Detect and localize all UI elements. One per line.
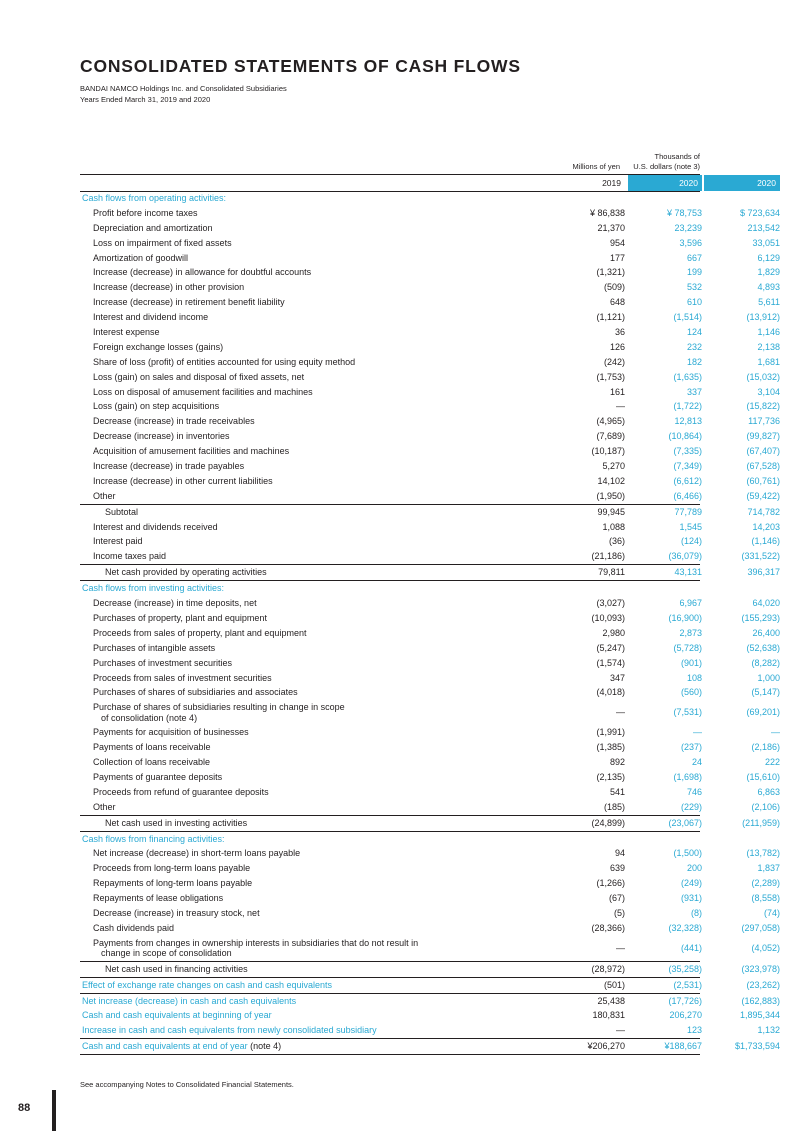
row-label: Net increase (decrease) in cash and cash equivalents <box>82 995 297 1006</box>
row-label: Proceeds from sales of property, plant and equipment <box>93 627 307 638</box>
table-row <box>80 671 780 686</box>
table-row <box>80 725 780 740</box>
company-subtitle: BANDAI NAMCO Holdings Inc. and Consolidated Subsidiaries <box>80 84 287 93</box>
value-2019-yen: (1,385) <box>596 742 625 753</box>
row-label: Cash dividends paid <box>93 922 175 933</box>
page-number: 88 <box>18 1102 31 1114</box>
row-label: Proceeds from long-term loans payable <box>93 863 251 874</box>
table-section-row <box>80 978 780 994</box>
row-label: Other <box>93 801 116 812</box>
value-2019-yen: 161 <box>609 386 625 397</box>
table-row <box>80 549 780 565</box>
value-2019-yen: (2,135) <box>596 771 625 782</box>
value-2020-usd: (52,638) <box>746 642 780 653</box>
value-2019-yen: 347 <box>609 672 625 683</box>
table-row <box>80 414 780 429</box>
value-2020-usd: (331,522) <box>741 551 780 562</box>
value-2019-yen: (242) <box>603 356 625 367</box>
table-row <box>80 785 780 800</box>
value-2019-yen: (1,991) <box>596 727 625 738</box>
table-section-row <box>80 832 700 847</box>
table-row <box>80 444 780 459</box>
value-2019-yen: (1,753) <box>596 371 625 382</box>
value-2020-yen: 337 <box>686 386 702 397</box>
table-row <box>80 876 780 891</box>
value-2020-usd: (15,610) <box>746 771 780 782</box>
value-2020-yen: (16,900) <box>668 612 702 623</box>
value-2020-usd: (15,032) <box>746 371 780 382</box>
value-2020-usd: 1,829 <box>757 267 780 278</box>
table-row <box>80 265 780 280</box>
value-2020-yen: (560) <box>680 687 702 698</box>
row-label: Cash and cash equivalents at end of year (note 4) <box>82 1041 282 1052</box>
table-row <box>80 861 780 876</box>
table-row <box>80 626 780 641</box>
row-label: Income taxes paid <box>93 551 167 562</box>
row-label: Purchases of shares of subsidiaries and associates <box>93 687 298 698</box>
table-row <box>80 921 780 936</box>
value-2020-usd: (8,282) <box>751 657 780 668</box>
value-2020-yen: (17,726) <box>668 995 702 1006</box>
row-label: Net cash provided by operating activities <box>105 567 267 578</box>
value-2020-yen: 108 <box>686 672 702 683</box>
row-label: Proceeds from sales of investment securities <box>93 672 272 683</box>
table-row <box>80 641 780 656</box>
value-2020-usd: (69,201) <box>746 707 780 718</box>
table-row <box>80 340 780 355</box>
value-2020-usd: 714,782 <box>747 506 780 517</box>
value-2020-usd: 1,146 <box>757 327 780 338</box>
value-2020-usd: (67,407) <box>746 446 780 457</box>
value-2020-yen: (124) <box>680 536 702 547</box>
row-label: Other <box>93 490 116 501</box>
value-2020-yen: (7,349) <box>673 461 702 472</box>
value-2019-yen: 5,270 <box>602 461 625 472</box>
value-2019-yen: — <box>616 1025 625 1036</box>
table-row <box>80 520 780 535</box>
value-2020-usd: (323,978) <box>741 963 780 974</box>
value-2020-usd: 1,895,344 <box>739 1010 780 1021</box>
table-row <box>80 770 780 785</box>
value-2019-yen: (185) <box>603 801 625 812</box>
row-label: Cash flows from investing activities: <box>82 583 225 594</box>
value-2020-yen: (229) <box>680 801 702 812</box>
cash-flow-table <box>80 191 780 1055</box>
value-2020-usd: 6,863 <box>757 786 780 797</box>
value-2020-yen: 2,873 <box>679 627 702 638</box>
unit-usd-line2: U.S. dollars (note 3) <box>633 162 700 171</box>
table-row <box>80 236 780 251</box>
row-label: Loss on disposal of amusement facilities and machines <box>93 386 313 397</box>
value-2020-usd: 213,542 <box>747 222 780 233</box>
value-2019-yen: (7,689) <box>596 431 625 442</box>
value-2019-yen: (24,899) <box>591 817 625 828</box>
value-2020-yen: 1,545 <box>679 521 702 532</box>
value-2019-yen: 541 <box>609 786 625 797</box>
value-2020-yen: 746 <box>686 786 702 797</box>
row-label: Payments of loans receivable <box>93 742 211 753</box>
value-2020-usd: (4,052) <box>751 942 780 953</box>
value-2020-yen: (6,466) <box>673 490 702 501</box>
value-2019-yen: 648 <box>609 297 625 308</box>
value-2020-yen: (35,258) <box>668 963 702 974</box>
value-2020-usd: (162,883) <box>741 995 780 1006</box>
value-2020-yen: ¥ 78,753 <box>666 207 702 218</box>
table-row <box>80 816 780 832</box>
value-2020-usd: (59,422) <box>746 490 780 501</box>
value-2019-yen: — <box>616 401 625 412</box>
value-2020-yen: (1,635) <box>673 371 702 382</box>
row-label: Increase (decrease) in other provision <box>93 282 245 293</box>
value-2020-usd: 1,837 <box>757 863 780 874</box>
value-2019-yen: (10,187) <box>591 446 625 457</box>
table-row <box>80 611 780 626</box>
value-2019-yen: 14,102 <box>597 475 625 486</box>
value-2020-yen: (5,728) <box>673 642 702 653</box>
value-2020-yen: (23,067) <box>668 817 702 828</box>
value-2020-usd: 2,138 <box>757 341 780 352</box>
value-2019-yen: 126 <box>609 341 625 352</box>
value-2020-usd: (99,827) <box>746 431 780 442</box>
year-2020-yen-header: 2020 <box>628 175 702 191</box>
row-label: Repayments of long-term loans payable <box>93 878 253 889</box>
value-2020-yen: (2,531) <box>673 979 702 990</box>
value-2019-yen: (1,321) <box>596 267 625 278</box>
value-2020-usd: (2,186) <box>751 742 780 753</box>
value-2020-yen: 24 <box>691 757 702 768</box>
value-2020-yen: 200 <box>686 863 702 874</box>
value-2019-yen: 25,438 <box>597 995 625 1006</box>
table-row <box>80 325 780 340</box>
table-section-row <box>80 1008 780 1023</box>
unit-yen-header: Millions of yen <box>572 162 620 171</box>
value-2020-usd: 117,736 <box>748 416 780 427</box>
value-2020-usd: 3,104 <box>757 386 780 397</box>
table-row <box>80 596 780 611</box>
row-label: Interest paid <box>93 536 143 547</box>
row-label: Increase (decrease) in allowance for doubtful accounts <box>93 267 312 278</box>
table-section-row <box>80 994 780 1009</box>
unit-usd-header <box>620 152 700 172</box>
value-2020-usd: 6,129 <box>757 252 780 263</box>
value-2020-yen: (7,531) <box>673 707 702 718</box>
table-row <box>80 370 780 385</box>
value-2019-yen: 21,370 <box>597 222 625 233</box>
value-2020-usd: (297,058) <box>741 922 780 933</box>
row-label: Interest expense <box>93 327 160 338</box>
value-2020-yen: (901) <box>680 657 702 668</box>
value-2020-usd: (67,528) <box>746 461 780 472</box>
row-label: Increase (decrease) in other current liabilities <box>93 475 273 486</box>
row-label: Foreign exchange losses (gains) <box>93 341 224 352</box>
table-row <box>80 399 780 414</box>
value-2020-yen: (249) <box>680 878 702 889</box>
row-label: Subtotal <box>105 506 139 517</box>
value-2019-yen: — <box>616 942 625 953</box>
value-2020-yen: (1,500) <box>673 848 702 859</box>
value-2020-usd: (1,146) <box>751 536 780 547</box>
row-label: Net cash used in investing activities <box>105 817 248 828</box>
value-2020-yen: (237) <box>680 742 702 753</box>
table-row <box>80 295 780 310</box>
row-label: Net increase (decrease) in short-term loans payable <box>93 848 301 859</box>
value-2019-yen: 954 <box>609 237 625 248</box>
value-2019-yen: (36) <box>608 536 625 547</box>
year-2019-header: 2019 <box>602 178 621 188</box>
value-2020-usd: 4,893 <box>757 282 780 293</box>
table-row <box>80 474 780 489</box>
table-row <box>80 740 780 755</box>
value-2020-usd: 1,132 <box>757 1025 780 1036</box>
table-row <box>80 385 780 400</box>
value-2020-usd: (2,289) <box>751 878 780 889</box>
value-2020-yen: (7,335) <box>673 446 702 457</box>
value-2020-yen: 182 <box>686 356 702 367</box>
row-label: Purchase of shares of subsidiaries resulting in change in scope of consolidation (note 4) <box>93 702 345 723</box>
row-label: Interest and dividends received <box>93 521 218 532</box>
table-row <box>80 755 780 770</box>
value-2020-yen: 12,813 <box>674 416 702 427</box>
value-2019-yen: (501) <box>603 979 625 990</box>
value-2019-yen: ¥206,270 <box>587 1041 625 1052</box>
value-2019-yen: (1,574) <box>596 657 625 668</box>
value-2020-yen: 199 <box>686 267 702 278</box>
value-2020-yen: 124 <box>686 327 702 338</box>
row-label: Net cash used in financing activities <box>105 963 248 974</box>
row-label: Cash flows from operating activities: <box>82 193 227 203</box>
value-2020-usd: (5,147) <box>751 687 780 698</box>
value-2019-yen: (509) <box>603 282 625 293</box>
row-label: Loss (gain) on step acquisitions <box>93 401 220 412</box>
row-label: Payments of guarantee deposits <box>93 771 223 782</box>
row-label: Purchases of investment securities <box>93 657 233 668</box>
value-2019-yen: 1,088 <box>602 521 625 532</box>
row-label: Payments from changes in ownership interests in subsidiaries that do not result in change in scope of consolidation <box>93 937 419 959</box>
value-2020-usd: 1,681 <box>757 356 780 367</box>
row-label: Depreciation and amortization <box>93 222 213 233</box>
table-row <box>80 429 780 444</box>
value-2019-yen: — <box>616 707 625 718</box>
value-2020-usd: (23,262) <box>746 979 780 990</box>
value-2020-usd: (13,912) <box>746 312 780 323</box>
value-2020-usd: (8,558) <box>751 893 780 904</box>
row-label: Decrease (increase) in trade receivables <box>93 416 255 427</box>
value-2020-usd: (15,822) <box>746 401 780 412</box>
row-label: Increase (decrease) in trade payables <box>93 461 245 472</box>
row-label: Decrease (increase) in treasury stock, net <box>93 907 260 918</box>
row-label: Increase (decrease) in retirement benefit liability <box>93 297 285 308</box>
table-row <box>80 800 780 816</box>
row-label: Proceeds from refund of guarantee deposits <box>93 786 269 797</box>
table-row <box>80 891 780 906</box>
value-2019-yen: (5,247) <box>596 642 625 653</box>
value-2020-yen: (10,864) <box>668 431 702 442</box>
row-label: Cash and cash equivalents at beginning of year <box>82 1010 272 1021</box>
value-2020-yen: ¥188,667 <box>664 1041 702 1052</box>
table-row <box>80 906 780 921</box>
value-2020-usd: (211,959) <box>742 817 780 828</box>
table-section-row <box>80 1023 780 1039</box>
value-2020-yen: 6,967 <box>679 598 702 609</box>
table-row <box>80 206 780 221</box>
value-2019-yen: 94 <box>614 848 625 859</box>
value-2020-yen: (931) <box>680 893 702 904</box>
value-2020-usd: 396,317 <box>747 567 780 578</box>
value-2019-yen: 180,831 <box>592 1010 625 1021</box>
value-2020-usd: (2,106) <box>751 801 780 812</box>
table-row <box>80 962 780 978</box>
page-title: CONSOLIDATED STATEMENTS OF CASH FLOWS <box>80 56 521 76</box>
row-label: Share of loss (profit) of entities accounted for using equity method <box>93 356 356 367</box>
value-2020-yen: (36,079) <box>668 551 702 562</box>
value-2020-usd: $1,733,594 <box>734 1041 780 1052</box>
row-label: Interest and dividend income <box>93 312 209 323</box>
value-2019-yen: (3,027) <box>596 598 625 609</box>
row-label: Decrease (increase) in time deposits, net <box>93 598 257 609</box>
value-2019-yen: (1,950) <box>596 490 625 501</box>
unit-usd-line1: Thousands of <box>654 152 700 161</box>
table-row <box>80 489 780 505</box>
table-row <box>80 936 780 962</box>
value-2019-yen: (4,018) <box>596 687 625 698</box>
table-row <box>80 565 780 581</box>
value-2019-yen: 99,945 <box>597 506 625 517</box>
value-2019-yen: 36 <box>614 327 625 338</box>
year-header-row <box>80 174 776 192</box>
value-2020-yen: (1,514) <box>673 312 702 323</box>
value-2020-usd: 222 <box>764 757 780 768</box>
value-2019-yen: (28,366) <box>591 922 625 933</box>
row-label: Loss (gain) on sales and disposal of fixed assets, net <box>93 371 305 382</box>
row-label: Amortization of goodwill <box>93 252 189 263</box>
value-2020-usd: 1,000 <box>757 672 780 683</box>
table-section-row <box>80 581 700 596</box>
value-2019-yen: 177 <box>609 252 625 263</box>
row-label: Purchases of intangible assets <box>93 642 216 653</box>
value-2020-yen: 206,270 <box>669 1010 702 1021</box>
value-2020-usd: 33,051 <box>752 237 780 248</box>
table-row <box>80 534 780 549</box>
value-2020-yen: 232 <box>686 341 702 352</box>
row-label: Cash flows from financing activities: <box>82 833 225 844</box>
table-row <box>80 251 780 266</box>
value-2020-usd: $ 723,634 <box>739 207 780 218</box>
value-2020-usd: 26,400 <box>752 627 780 638</box>
table-row <box>80 355 780 370</box>
value-2020-yen: 123 <box>686 1025 702 1036</box>
value-2019-yen: 639 <box>609 863 625 874</box>
value-2019-yen: (10,093) <box>591 612 625 623</box>
value-2020-usd: (13,782) <box>746 848 780 859</box>
row-label: Effect of exchange rate changes on cash and cash equivalents <box>82 979 333 990</box>
period-subtitle: Years Ended March 31, 2019 and 2020 <box>80 95 211 104</box>
row-label: Collection of loans receivable <box>93 757 211 768</box>
table-row <box>80 700 780 725</box>
row-label: Acquisition of amusement facilities and machines <box>93 446 290 457</box>
value-2020-usd: (155,293) <box>741 612 780 623</box>
table-row <box>80 505 780 520</box>
value-2020-yen: (1,698) <box>673 771 702 782</box>
value-2020-usd: 5,611 <box>758 297 780 308</box>
value-2019-yen: 892 <box>609 757 625 768</box>
value-2020-yen: 667 <box>686 252 702 263</box>
value-2020-yen: 610 <box>686 297 702 308</box>
table-row <box>80 459 780 474</box>
value-2020-yen: (8) <box>691 907 702 918</box>
value-2020-usd: (74) <box>763 907 780 918</box>
value-2020-usd: 14,203 <box>752 521 780 532</box>
value-2019-yen: (67) <box>608 893 625 904</box>
row-label: Decrease (increase) in inventories <box>93 431 230 442</box>
table-row <box>80 280 780 295</box>
row-label: Repayments of lease obligations <box>93 893 224 904</box>
value-2019-yen: (28,972) <box>591 963 625 974</box>
value-2020-yen: (32,328) <box>668 922 702 933</box>
table-section-row <box>80 191 700 206</box>
row-label: Increase in cash and cash equivalents from newly consolidated subsidiary <box>82 1025 377 1036</box>
row-label: Profit before income taxes <box>93 207 198 218</box>
value-2020-usd: 64,020 <box>752 598 780 609</box>
table-row <box>80 310 780 325</box>
row-label: Payments for acquisition of businesses <box>93 727 249 738</box>
value-2019-yen: (1,266) <box>596 878 625 889</box>
value-2020-yen: 77,789 <box>674 506 702 517</box>
value-2019-yen: (5) <box>614 907 625 918</box>
value-2020-yen: 23,239 <box>674 222 702 233</box>
page-marker-bar <box>52 1090 56 1131</box>
year-2020-usd-header: 2020 <box>704 175 780 191</box>
value-2019-yen: ¥ 86,838 <box>589 207 625 218</box>
value-2020-yen: 43,131 <box>674 567 702 578</box>
row-label: Loss on impairment of fixed assets <box>93 237 232 248</box>
value-2019-yen: (4,965) <box>596 416 625 427</box>
table-section-row <box>80 1039 780 1055</box>
value-2020-yen: (441) <box>680 942 702 953</box>
value-2020-yen: (6,612) <box>673 475 702 486</box>
table-row <box>80 846 780 861</box>
value-2019-yen: 2,980 <box>602 627 625 638</box>
value-2019-yen: (1,121) <box>596 312 625 323</box>
row-label: Purchases of property, plant and equipment <box>93 612 267 623</box>
value-2020-yen: (1,722) <box>673 401 702 412</box>
value-2020-yen: 532 <box>686 282 702 293</box>
value-2020-yen: 3,596 <box>679 237 702 248</box>
value-2019-yen: (21,186) <box>591 551 625 562</box>
value-2019-yen: 79,811 <box>598 567 625 578</box>
value-2020-yen: — <box>693 727 702 738</box>
table-row <box>80 656 780 671</box>
table-row <box>80 221 780 236</box>
value-2020-usd: — <box>771 727 780 738</box>
value-2020-usd: (60,761) <box>746 475 780 486</box>
table-row <box>80 685 780 700</box>
footnote: See accompanying Notes to Consolidated Financial Statements. <box>80 1080 294 1089</box>
